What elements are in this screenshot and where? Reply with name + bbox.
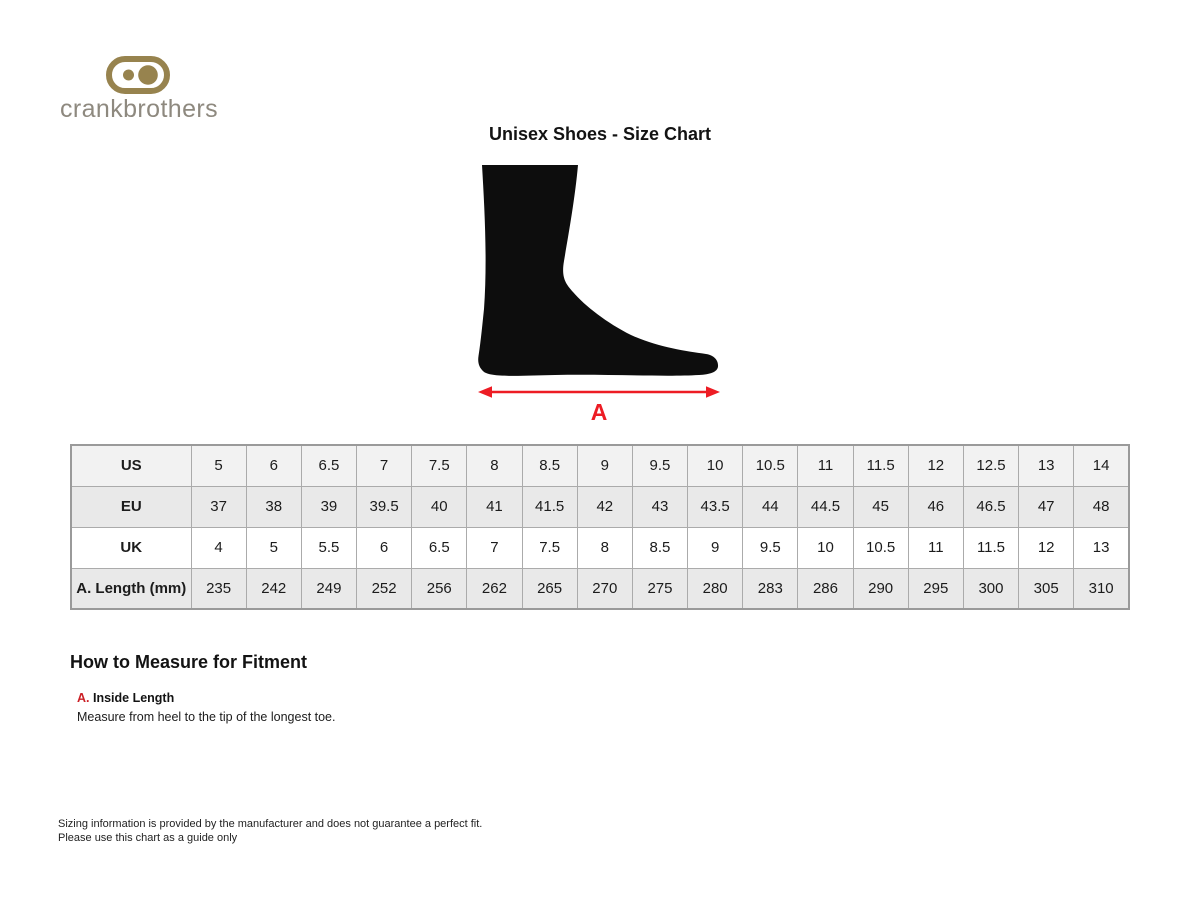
- size-table-cell: 47: [1019, 486, 1074, 527]
- size-table-cell: 5: [246, 527, 301, 568]
- size-table-cell: 6: [246, 445, 301, 486]
- size-table-row: [71, 568, 1129, 609]
- size-table-cell: 9: [577, 445, 632, 486]
- foot-silhouette-icon: [478, 165, 720, 377]
- size-table-cell: 295: [908, 568, 963, 609]
- size-table-cell: 9.5: [632, 445, 687, 486]
- size-table-cell: 12: [908, 445, 963, 486]
- size-table-cell: 270: [577, 568, 632, 609]
- size-table-cell: 37: [191, 486, 246, 527]
- size-table-cell: 7: [357, 445, 412, 486]
- size-table-cell: 5: [191, 445, 246, 486]
- size-table-cell: 5.5: [301, 527, 356, 568]
- measure-section: [70, 652, 335, 724]
- size-table-cell: 12: [1019, 527, 1074, 568]
- crankbrothers-logo-icon: [106, 56, 170, 94]
- size-table-cell: 8.5: [522, 445, 577, 486]
- measure-item-key: A.: [77, 691, 90, 705]
- size-table-cell: 40: [412, 486, 467, 527]
- size-table-row-label: A. Length (mm): [71, 568, 191, 609]
- size-table-cell: 286: [798, 568, 853, 609]
- size-table-cell: 4: [191, 527, 246, 568]
- size-table-cell: 41: [467, 486, 522, 527]
- size-table-cell: 44.5: [798, 486, 853, 527]
- size-table-cell: 7: [467, 527, 522, 568]
- brand-name: crankbrothers: [60, 95, 219, 123]
- size-table-cell: 280: [688, 568, 743, 609]
- measurement-arrow-label: A: [590, 399, 608, 425]
- size-table-cell: 13: [1074, 527, 1129, 568]
- size-table-cell: 11.5: [853, 445, 908, 486]
- size-table-cell: 10: [798, 527, 853, 568]
- measurement-arrow-icon: [478, 385, 720, 399]
- size-table-cell: 8.5: [632, 527, 687, 568]
- size-table-cell: 46.5: [963, 486, 1018, 527]
- size-table-cell: 275: [632, 568, 687, 609]
- disclaimer-line-2: Please use this chart as a guide only: [58, 832, 238, 844]
- size-table-cell: 13: [1019, 445, 1074, 486]
- page-title: Unisex Shoes - Size Chart: [488, 124, 712, 144]
- size-table-cell: 42: [577, 486, 632, 527]
- size-table-cell: 262: [467, 568, 522, 609]
- size-table-cell: 283: [743, 568, 798, 609]
- measure-item-title: [77, 691, 335, 705]
- size-table-cell: 10.5: [853, 527, 908, 568]
- size-table-cell: 12.5: [963, 445, 1018, 486]
- size-table-cell: 11: [908, 527, 963, 568]
- size-table-cell: 8: [467, 445, 522, 486]
- size-table-row: [71, 445, 1129, 486]
- size-table-cell: 7.5: [522, 527, 577, 568]
- size-table-cell: 41.5: [522, 486, 577, 527]
- size-table-cell: 305: [1019, 568, 1074, 609]
- size-table-row: [71, 486, 1129, 527]
- size-table-cell: 10.5: [743, 445, 798, 486]
- size-table-cell: 6: [357, 527, 412, 568]
- size-table-cell: 310: [1074, 568, 1129, 609]
- size-table-cell: 290: [853, 568, 908, 609]
- measure-item-description: Measure from heel to the tip of the longest toe.: [77, 710, 336, 724]
- size-table-cell: 45: [853, 486, 908, 527]
- size-table-cell: 265: [522, 568, 577, 609]
- size-table-cell: 38: [246, 486, 301, 527]
- size-table-row-label: US: [71, 445, 191, 486]
- size-table-cell: 46: [908, 486, 963, 527]
- measure-item-label: Inside Length: [92, 691, 175, 705]
- size-table-cell: 6.5: [412, 527, 467, 568]
- size-table-cell: 11: [798, 445, 853, 486]
- size-table-cell: 9.5: [743, 527, 798, 568]
- size-table-cell: 242: [246, 568, 301, 609]
- size-table-cell: 10: [688, 445, 743, 486]
- size-table-cell: 39: [301, 486, 356, 527]
- foot-measurement-diagram: [478, 165, 720, 426]
- size-table-cell: 11.5: [963, 527, 1018, 568]
- size-table-cell: 43: [632, 486, 687, 527]
- size-table-cell: 14: [1074, 445, 1129, 486]
- size-table-cell: 8: [577, 527, 632, 568]
- size-table-row-label: UK: [71, 527, 191, 568]
- size-table-row-label: EU: [71, 486, 191, 527]
- size-table-cell: 9: [688, 527, 743, 568]
- size-table-row: [71, 527, 1129, 568]
- disclaimer: [58, 817, 482, 845]
- size-table-cell: 235: [191, 568, 246, 609]
- size-table-cell: 256: [412, 568, 467, 609]
- size-table-cell: 7.5: [412, 445, 467, 486]
- size-table-cell: 44: [743, 486, 798, 527]
- size-table-cell: 252: [357, 568, 412, 609]
- disclaimer-line-1: Sizing information is provided by the manufacturer and does not guarantee a perfect fit.: [58, 818, 483, 830]
- size-table-cell: 249: [301, 568, 356, 609]
- size-table-cell: 48: [1074, 486, 1129, 527]
- brand-logo: [60, 56, 219, 124]
- size-table-cell: 6.5: [301, 445, 356, 486]
- measure-heading: How to Measure for Fitment: [70, 652, 308, 672]
- size-table-cell: 43.5: [688, 486, 743, 527]
- size-table-cell: 39.5: [357, 486, 412, 527]
- size-table-cell: 300: [963, 568, 1018, 609]
- size-table: [70, 444, 1130, 610]
